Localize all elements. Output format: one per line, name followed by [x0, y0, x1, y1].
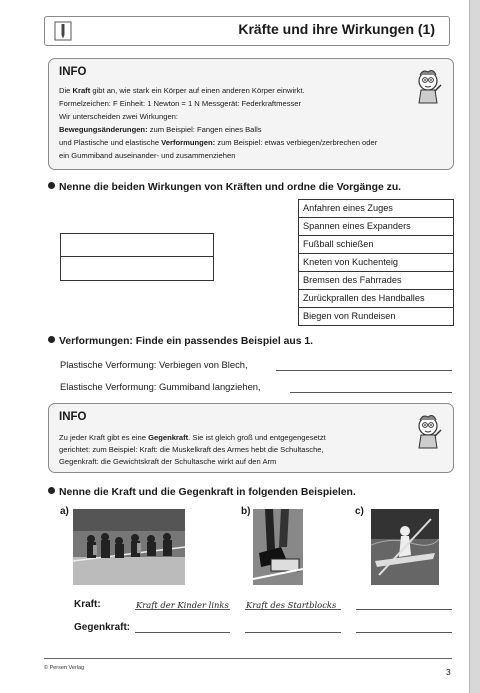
info-box-2 — [48, 403, 454, 473]
mascot-icon — [409, 67, 449, 107]
process-item: Spannen eines Expanders — [299, 218, 453, 236]
label-b: b) — [241, 506, 251, 517]
process-item: Anfahren eines Zuges — [299, 200, 453, 218]
mascot-icon — [409, 412, 449, 452]
info-line: und Plastische und elastische Verformungen: zum Beispiel: etwas verbiegen/zerbrechen oder — [59, 138, 378, 147]
info-line: gerichtet: zum Beispiel: Kraft: die Muskelkraft des Armes hebt die Schultasche, — [59, 445, 324, 454]
answer-line-counter-a[interactable] — [135, 632, 230, 633]
process-item: Zurückprallen des Handballes — [299, 290, 453, 308]
bullet-3 — [48, 487, 55, 494]
info-line: Formelzeichen: F Einheit: 1 Newton = 1 N Messgerät: Federkraftmesser — [59, 99, 302, 108]
photo-kayak — [371, 509, 439, 585]
footer-divider — [44, 658, 452, 659]
counterforce-label: Gegenkraft: — [74, 622, 131, 633]
task-3-heading: Nenne die Kraft und die Gegenkraft in folgenden Beispielen. — [48, 487, 356, 498]
process-list — [298, 199, 454, 326]
info-line: Die Kraft gibt an, wie stark ein Körper auf einen anderen Körper einwirkt. — [59, 86, 305, 95]
info-line: Bewegungsänderungen: zum Beispiel: Fangen eines Balls — [59, 125, 262, 134]
elastic-sentence: Elastische Verformung: Gummiband langziehen, — [60, 381, 261, 392]
worksheet-header — [44, 16, 450, 46]
force-label: Kraft: — [74, 599, 101, 610]
info-line: Gegenkraft: die Gewichtskraft der Schultasche wirkt auf den Arm — [59, 457, 277, 466]
label-c: c) — [355, 506, 364, 517]
process-item: Fußball schießen — [299, 236, 453, 254]
info-line: Wir unterscheiden zwei Wirkungen: — [59, 112, 179, 121]
answer-line-counter-b[interactable] — [245, 632, 341, 633]
answer-field[interactable] — [61, 234, 213, 257]
task-2-heading: Verformungen: Finde ein passendes Beispiel aus 1. — [48, 336, 313, 347]
answer-line[interactable] — [290, 392, 452, 393]
answer-box-effects[interactable] — [60, 233, 214, 281]
answer-line-counter-c[interactable] — [356, 632, 452, 633]
publisher-note: © Persen Verlag — [44, 665, 85, 671]
answer-field[interactable] — [61, 257, 213, 279]
task-1-heading: Nenne die beiden Wirkungen von Kräften und ordne die Vorgänge zu. — [48, 182, 401, 193]
info-line: ein Gummiband auseinander- und zusammenziehen — [59, 151, 236, 160]
info-title: INFO — [59, 66, 87, 78]
answer-line-force-a[interactable] — [135, 609, 230, 610]
answer-line[interactable] — [276, 370, 452, 371]
process-item: Bremsen des Fahrrades — [299, 272, 453, 290]
bullet-1 — [48, 182, 55, 189]
page-edge — [469, 0, 480, 693]
force-answer-a: Kraft der Kinder links — [136, 600, 229, 610]
answer-line-force-c[interactable] — [356, 609, 452, 610]
page-number: 3 — [446, 667, 451, 677]
force-answer-b: Kraft des Startblocks — [246, 600, 337, 610]
bullet-2 — [48, 336, 55, 343]
answer-line-force-b[interactable] — [245, 609, 341, 610]
info-title: INFO — [59, 411, 87, 423]
photo-starting-block — [253, 509, 303, 585]
label-a: a) — [60, 506, 69, 517]
process-item: Kneten von Kuchenteig — [299, 254, 453, 272]
plastic-sentence: Plastische Verformung: Verbiegen von Blech, — [60, 359, 248, 370]
process-item: Biegen von Rundeisen — [303, 311, 396, 321]
info-line: Zu jeder Kraft gibt es eine Gegenkraft. Sie ist gleich groß und entgegengesetzt — [59, 433, 326, 442]
page-title: Kräfte und ihre Wirkungen (1) — [238, 21, 435, 37]
photo-tug-of-war — [73, 509, 185, 585]
info-box-1 — [48, 58, 454, 170]
pencil-icon — [53, 21, 73, 41]
